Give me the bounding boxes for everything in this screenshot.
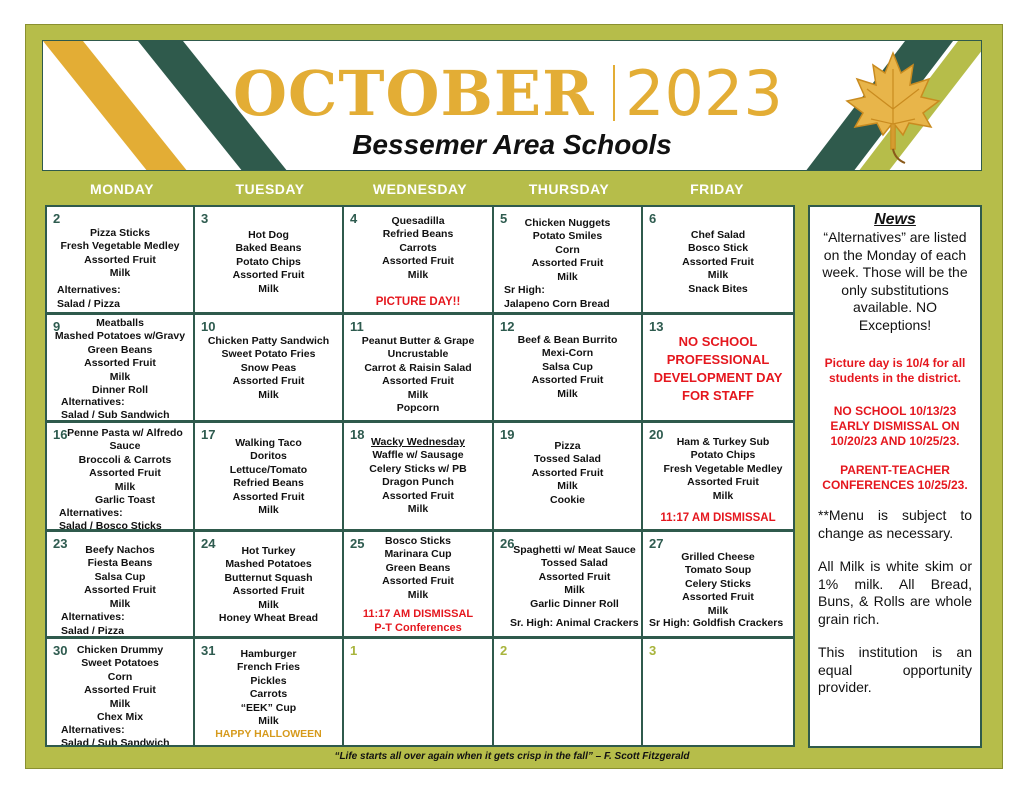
menu-item: Assorted Fruit [382,255,454,268]
menu-item: Doritos [250,450,287,463]
menu-item: Assorted Fruit [89,467,161,480]
menu-item: Butternut Squash [224,571,313,584]
day-cell-oct-10 [195,315,342,420]
day-cell-oct-12 [494,315,641,420]
day-number: 6 [649,211,657,226]
menu-item: Milk [109,370,131,383]
calendar-grid [45,205,795,747]
day-cell-oct-16 [47,423,193,529]
day-number: 20 [649,427,664,442]
menu-item: Snow Peas [240,361,297,374]
menu-item: Tossed Salad [541,557,608,570]
menu-item: Honey Wheat Bread [218,612,319,625]
menu-item: Assorted Fruit [232,375,305,388]
day-cell-oct-13 [643,315,793,420]
milk-bread-note: All Milk is white skim or 1% milk. All Bread, Buns, & Rolls are whole grain rich. [818,558,972,627]
menu-item: Snack Bites [688,282,748,295]
menu-item: Assorted Fruit [682,255,754,268]
alternatives-value: Salad / Bosco Sticks [59,520,162,529]
menu-item: Mexi-Corn [541,347,594,360]
menu-item: Milk [407,388,429,401]
menu-item: Cookie [549,493,585,506]
menu-item: Assorted Fruit [531,374,604,387]
menu-item: Pizza Sticks [89,227,151,239]
notice-line: DEVELOPMENT DAY [653,370,783,385]
theme-day-heading: Wacky Wednesday [371,436,465,448]
menu-item: Mashed Potatoes w/Gravy [54,330,186,343]
alternatives-label: Alternatives: [61,396,125,408]
menu-item: Salsa Cup [542,360,593,373]
menu-item: Milk [258,388,279,401]
menu-item: Assorted Fruit [531,257,604,270]
day-number: 31 [201,643,216,658]
dismissal-note: 11:17 AM DISMISSAL [362,608,474,620]
menu-item: Milk [407,588,429,601]
menu-item: Refried Beans [233,477,304,490]
day-cell-oct-4 [344,207,492,312]
menu-item: Beefy Nachos [85,544,155,556]
menu-item: Assorted Fruit [682,591,754,604]
menu-item: Penne Pasta w/ Alfredo [67,427,183,439]
alternatives-value: Salad / Pizza [57,298,121,310]
menu-item: Baked Beans [235,242,302,255]
menu-item: Assorted Fruit [84,357,156,370]
alternatives-value: Salad / Sub Sandwich [61,409,170,420]
menu-item: Hot Turkey [241,545,296,557]
day-number: 2 [53,211,61,226]
menu-item: Potato Chips [690,449,756,462]
day-header-tuesday: TUESDAY [235,181,305,197]
day-number: 23 [53,536,68,551]
menu-item: Carrots [249,688,288,701]
alternatives-label: Alternatives: [57,284,121,296]
menu-item: Milk [557,270,578,283]
menu-item: Milk [109,267,131,280]
day-cell-oct-26 [494,532,641,636]
menu-item: French Fries [236,661,301,674]
menu-item: Corn [555,243,580,256]
menu-item: Assorted Fruit [84,684,156,697]
menu-item: Quesadilla [391,215,445,227]
menu-item: Carrot & Raisin Salad [364,361,472,374]
day-number: 2 [500,643,508,658]
day-number: 11 [350,319,364,334]
menu-item: Waffle w/ Sausage [372,449,464,462]
day-number: 30 [53,643,68,658]
alternatives-label: Alternatives: [61,611,125,623]
menu-item: Green Beans [385,561,451,574]
day-cell-nov-3 [643,639,793,745]
menu-item: Carrots [399,241,437,254]
day-cell-oct-30 [47,639,193,745]
menu-item: Assorted Fruit [531,466,604,479]
menu-item: Uncrustable [387,348,449,361]
menu-item: Milk [258,598,279,611]
menu-item: Lettuce/Tomato [229,463,308,476]
menu-item: Pizza [554,440,581,452]
menu-item: Marinara Cup [384,548,452,561]
menu-item: Milk [557,480,578,493]
day-number: 12 [500,319,515,334]
day-number: 26 [500,536,515,551]
notice-line: NO SCHOOL [678,334,758,349]
menu-item: “EEK” Cup [240,701,297,714]
sr-high-item: Sr High: Goldfish Crackers [649,617,784,629]
day-number: 10 [201,319,216,334]
day-cell-oct-3 [195,207,342,312]
menu-item: Bosco Stick [687,242,749,255]
menu-item: Assorted Fruit [232,490,305,503]
day-cell-nov-2 [494,639,641,745]
menu-item: Tossed Salad [534,453,601,466]
no-school-info: NO SCHOOL 10/13/23 EARLY DISMISSAL ON 10/20/23 AND 10/25/23. [830,404,960,448]
menu-item: Chicken Drummy [76,644,164,656]
day-number: 9 [53,319,61,334]
menu-item: Mashed Potatoes [225,558,312,571]
sr-high-item: Jalapeno Corn Bread [504,298,610,310]
menu-item: Assorted Fruit [232,585,305,598]
menu-item: Chicken Patty Sandwich [207,335,330,347]
day-cell-oct-27 [643,532,793,636]
menu-item: Assorted Fruit [232,269,305,282]
menu-item: Celery Sticks [685,577,751,590]
picture-day-note: PICTURE DAY!! [375,296,461,308]
day-number: 4 [350,211,358,226]
menu-item: Popcorn [396,402,440,415]
day-header-monday: MONDAY [90,181,154,197]
menu-item: Spaghetti w/ Meat Sauce [513,544,636,556]
day-cell-oct-2 [47,207,193,312]
day-number: 18 [350,427,365,442]
day-number: 17 [201,427,216,442]
menu-item: Refried Beans [382,228,454,241]
menu-item: Assorted Fruit [382,375,454,388]
menu-item: Milk [258,504,279,517]
menu-item: Bosco Sticks [385,535,451,547]
day-number: 16 [53,427,68,442]
menu-item: Assorted Fruit [84,253,156,266]
school-name: Bessemer Area Schools [352,129,672,160]
menu-item: Fiesta Beans [87,557,153,570]
day-cell-oct-24 [195,532,342,636]
day-header-thursday: THURSDAY [528,181,610,197]
menu-item: Potato Smiles [532,230,603,243]
menu-item: Assorted Fruit [687,476,759,489]
day-number: 13 [649,319,664,334]
menu-item: Tomato Soup [684,564,752,577]
day-cell-oct-31 [195,639,342,745]
menu-item: Potato Chips [236,255,301,268]
footer-quote: “Life starts all over again when it gets crisp in the fall” – F. Scott Fitzgerald [334,751,690,762]
menu-item: Milk [407,268,429,281]
conferences-note: P-T Conferences [374,622,462,634]
menu-item: Chex Mix [96,711,144,724]
menu-item: Beef & Bean Burrito [517,334,618,346]
menu-item: Green Beans [87,343,153,356]
menu-item: Garlic Toast [95,494,155,507]
news-title: News [874,211,916,228]
day-cell-oct-19 [494,423,641,529]
menu-item: Milk [712,489,734,502]
day-number: 3 [649,643,657,658]
menu-item: Assorted Fruit [84,584,156,597]
menu-item: Salsa Cup [94,570,146,583]
alternatives-label: Alternatives: [59,507,123,519]
day-number: 19 [500,427,515,442]
menu-item: Dinner Roll [91,384,148,397]
no-school-notice [643,333,793,405]
menu-item: Milk [557,387,578,400]
year-title: 2023 [625,57,783,130]
menu-item: Fresh Vegetable Medley [663,462,783,475]
notice-line: FOR STAFF [682,388,754,403]
menu-item: Sweet Potato Fries [221,348,316,361]
day-cell-oct-20 [643,423,793,529]
menu-item: Ham & Turkey Sub [676,436,770,448]
conferences-info: PARENT-TEACHER CONFERENCES 10/25/23. [822,463,968,492]
day-cell-oct-23 [47,532,193,636]
day-header-wednesday: WEDNESDAY [372,181,468,197]
menu-item: Hot Dog [248,229,289,241]
menu-item: Fresh Vegetable Medley [60,240,180,253]
menu-item: Milk [114,480,136,493]
month-title: OCTOBER [233,57,595,130]
title-divider [613,65,615,121]
day-cell-oct-6 [643,207,793,312]
menu-item: Broccoli & Carrots [78,453,172,466]
picture-day-info: Picture day is 10/4 for all students in the district. [824,356,966,385]
day-number: 1 [350,643,358,658]
day-cell-oct-18 [344,423,492,529]
dismissal-note: 11:17 AM DISMISSAL [660,512,776,524]
alternatives-value: Salad / Pizza [61,625,125,636]
day-number: 3 [201,211,209,226]
alternatives-info: “Alternatives” are listed on the Monday of each week. Those will be the only substitutions available. NO Exceptions! [822,229,968,333]
menu-item: Milk [258,715,279,728]
menu-item: Walking Taco [235,437,302,449]
day-cell-oct-17 [195,423,342,529]
day-number: 24 [201,536,216,551]
day-number: 5 [500,211,508,226]
menu-item: Chicken Nuggets [524,217,611,229]
sr-high-label: Sr High: [504,284,545,296]
menu-item: Pickles [250,674,287,687]
menu-item: Milk [564,584,585,597]
menu-item: Milk [707,604,729,617]
day-number: 27 [649,536,664,551]
day-cell-oct-25 [344,532,492,636]
sr-high-item: Sr. High: Animal Crackers [510,617,639,629]
menu-item: Peanut Butter & Grape [361,335,475,347]
notice-line: PROFESSIONAL [666,352,770,367]
menu-change-note: **Menu is subject to change as necessary. [818,507,972,541]
halloween-note: HAPPY HALLOWEEN [215,728,322,741]
alternatives-value: Salad / Sub Sandwich [61,737,170,745]
news-panel [808,205,982,748]
menu-item: Hamburger [240,648,297,660]
menu-item: Grilled Cheese [681,551,755,563]
menu-item: Sauce [109,440,141,453]
day-cell-oct-5 [494,207,641,312]
menu-item: Milk [109,597,131,610]
menu-item: Milk [707,269,729,282]
maple-leaf-icon [843,49,943,167]
alternatives-label: Alternatives: [61,724,125,736]
equal-opportunity-note: This institution is an equal opportunity provider. [818,644,972,695]
menu-item: Assorted Fruit [382,489,454,502]
day-number: 25 [350,536,365,551]
menu-item: Milk [258,282,279,295]
menu-item: Garlic Dinner Roll [530,597,619,610]
calendar-header [42,40,982,171]
day-cell-oct-11 [344,315,492,420]
menu-item: Chef Salad [690,229,746,241]
menu-item: Celery Sticks w/ PB [369,462,467,475]
day-header-friday: FRIDAY [690,181,744,197]
menu-item: Milk [407,503,429,516]
day-cell-oct-9 [47,315,193,420]
menu-item: Assorted Fruit [538,570,611,583]
menu-item: Assorted Fruit [382,575,454,588]
day-cell-nov-1 [344,639,492,745]
menu-item: Sweet Potatoes [81,657,159,670]
menu-item: Dragon Punch [382,476,454,489]
menu-item: Corn [107,670,133,683]
menu-item: Milk [109,697,131,710]
menu-item: Meatballs [96,317,144,329]
